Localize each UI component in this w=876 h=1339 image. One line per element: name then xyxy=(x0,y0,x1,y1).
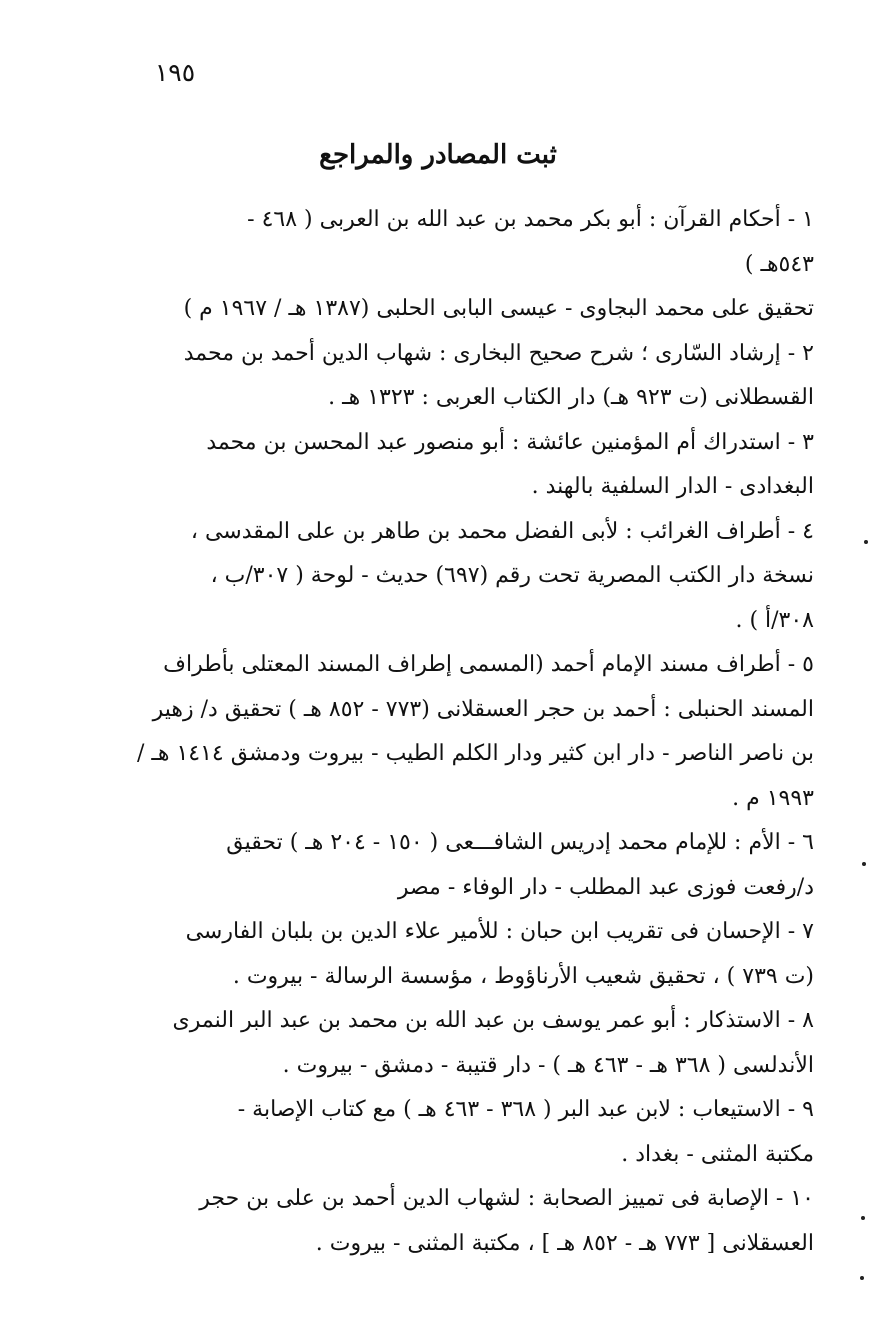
reference-line: ١ - أحكام القرآن : أبو بكر محمد بن عبد الله بن العربى ( ٤٦٨ - xyxy=(247,207,814,232)
reference-line: ٧ - الإحسان فى تقريب ابن حبان : للأمير علاء الدين بن بلبان الفارسى xyxy=(185,919,814,944)
reference-entry xyxy=(102,999,814,1088)
reference-line: ٤ - أطراف الغرائب : لأبى الفضل محمد بن طاهر بن على المقدسى ، xyxy=(190,518,814,544)
reference-entry xyxy=(102,198,814,332)
reference-line: ٣٠٨/أ ) . xyxy=(735,607,814,633)
reference-line: مكتبة المثنى - بغداد . xyxy=(621,1141,814,1167)
reference-entry xyxy=(102,421,814,510)
reference-line: نسخة دار الكتب المصرية تحت رقم (٦٩٧) حديث - لوحة ( ٣٠٧/ب ، xyxy=(210,563,814,588)
page-number: ١٩٥ xyxy=(154,58,196,87)
reference-entry xyxy=(102,821,814,910)
reference-line: القسطلانى (ت ٩٢٣ هـ) دار الكتاب العربى : ١٣٢٣ هـ . xyxy=(328,385,814,410)
reference-line: ١٩٩٣ م . xyxy=(732,785,814,811)
reference-line: بن ناصر الناصر - دار ابن كثير ودار الكلم الطيب - بيروت ودمشق ١٤١٤ هـ / xyxy=(137,741,814,766)
reference-line: الأندلسى ( ٣٦٨ هـ - ٤٦٣ هـ ) - دار قتيبة - دمشق - بيروت . xyxy=(282,1052,814,1078)
reference-entry xyxy=(102,643,814,821)
reference-entry xyxy=(102,910,814,999)
reference-line: البغدادى - الدار السلفية بالهند . xyxy=(531,474,814,499)
reference-line: العسقلانى [ ٧٧٣ هـ - ٨٥٢ هـ ] ، مكتبة المثنى - بيروت . xyxy=(315,1230,814,1256)
reference-line: ٦ - الأم : للإمام محمد إدريس الشافـــعى ( ١٥٠ - ٢٠٤ هـ ) تحقيق xyxy=(226,830,814,855)
reference-entry xyxy=(102,332,814,421)
reference-entry xyxy=(102,510,814,644)
reference-entry xyxy=(102,1088,814,1177)
reference-line: ٥ - أطراف مسند الإمام أحمد (المسمى إطراف المسند المعتلى بأطراف xyxy=(163,652,814,677)
reference-line: (ت ٧٣٩ ) ، تحقيق شعيب الأرناؤوط ، مؤسسة الرسالة - بيروت . xyxy=(232,963,814,989)
reference-line: ٢ - إرشاد السّارى ؛ شرح صحيح البخارى : شهاب الدين أحمد بن محمد xyxy=(183,340,814,366)
margin-mark xyxy=(861,1216,865,1220)
references-list xyxy=(102,198,814,1266)
reference-line: ٨ - الاستذكار : أبو عمر يوسف بن عبد الله بن محمد بن عبد البر النمرى xyxy=(172,1008,814,1033)
reference-line: المسند الحنبلى : أحمد بن حجر العسقلانى (٧٧٣ - ٨٥٢ هـ ) تحقيق د/ زهير xyxy=(152,696,814,722)
reference-line: ٥٤٣هـ ) xyxy=(744,251,814,277)
margin-mark xyxy=(860,1276,864,1280)
reference-line: تحقيق على محمد البجاوى - عيسى البابى الحلبى (١٣٨٧ هـ / ١٩٦٧ م ) xyxy=(183,296,814,321)
reference-line: ٩ - الاستيعاب : لابن عبد البر ( ٣٦٨ - ٤٦٣ هـ ) مع كتاب الإصابة - xyxy=(237,1097,814,1122)
margin-mark xyxy=(864,540,868,544)
page-title: ثبت المصادر والمراجع xyxy=(319,140,557,170)
reference-entry xyxy=(102,1177,814,1266)
reference-line: د/رفعت فوزى عبد المطلب - دار الوفاء - مصر xyxy=(397,874,814,900)
reference-line: ١٠ - الإصابة فى تمييز الصحابة : لشهاب الدين أحمد بن على بن حجر xyxy=(199,1186,814,1211)
reference-line: ٣ - استدراك أم المؤمنين عائشة : أبو منصور عبد المحسن بن محمد xyxy=(206,429,814,455)
margin-mark xyxy=(862,862,866,866)
